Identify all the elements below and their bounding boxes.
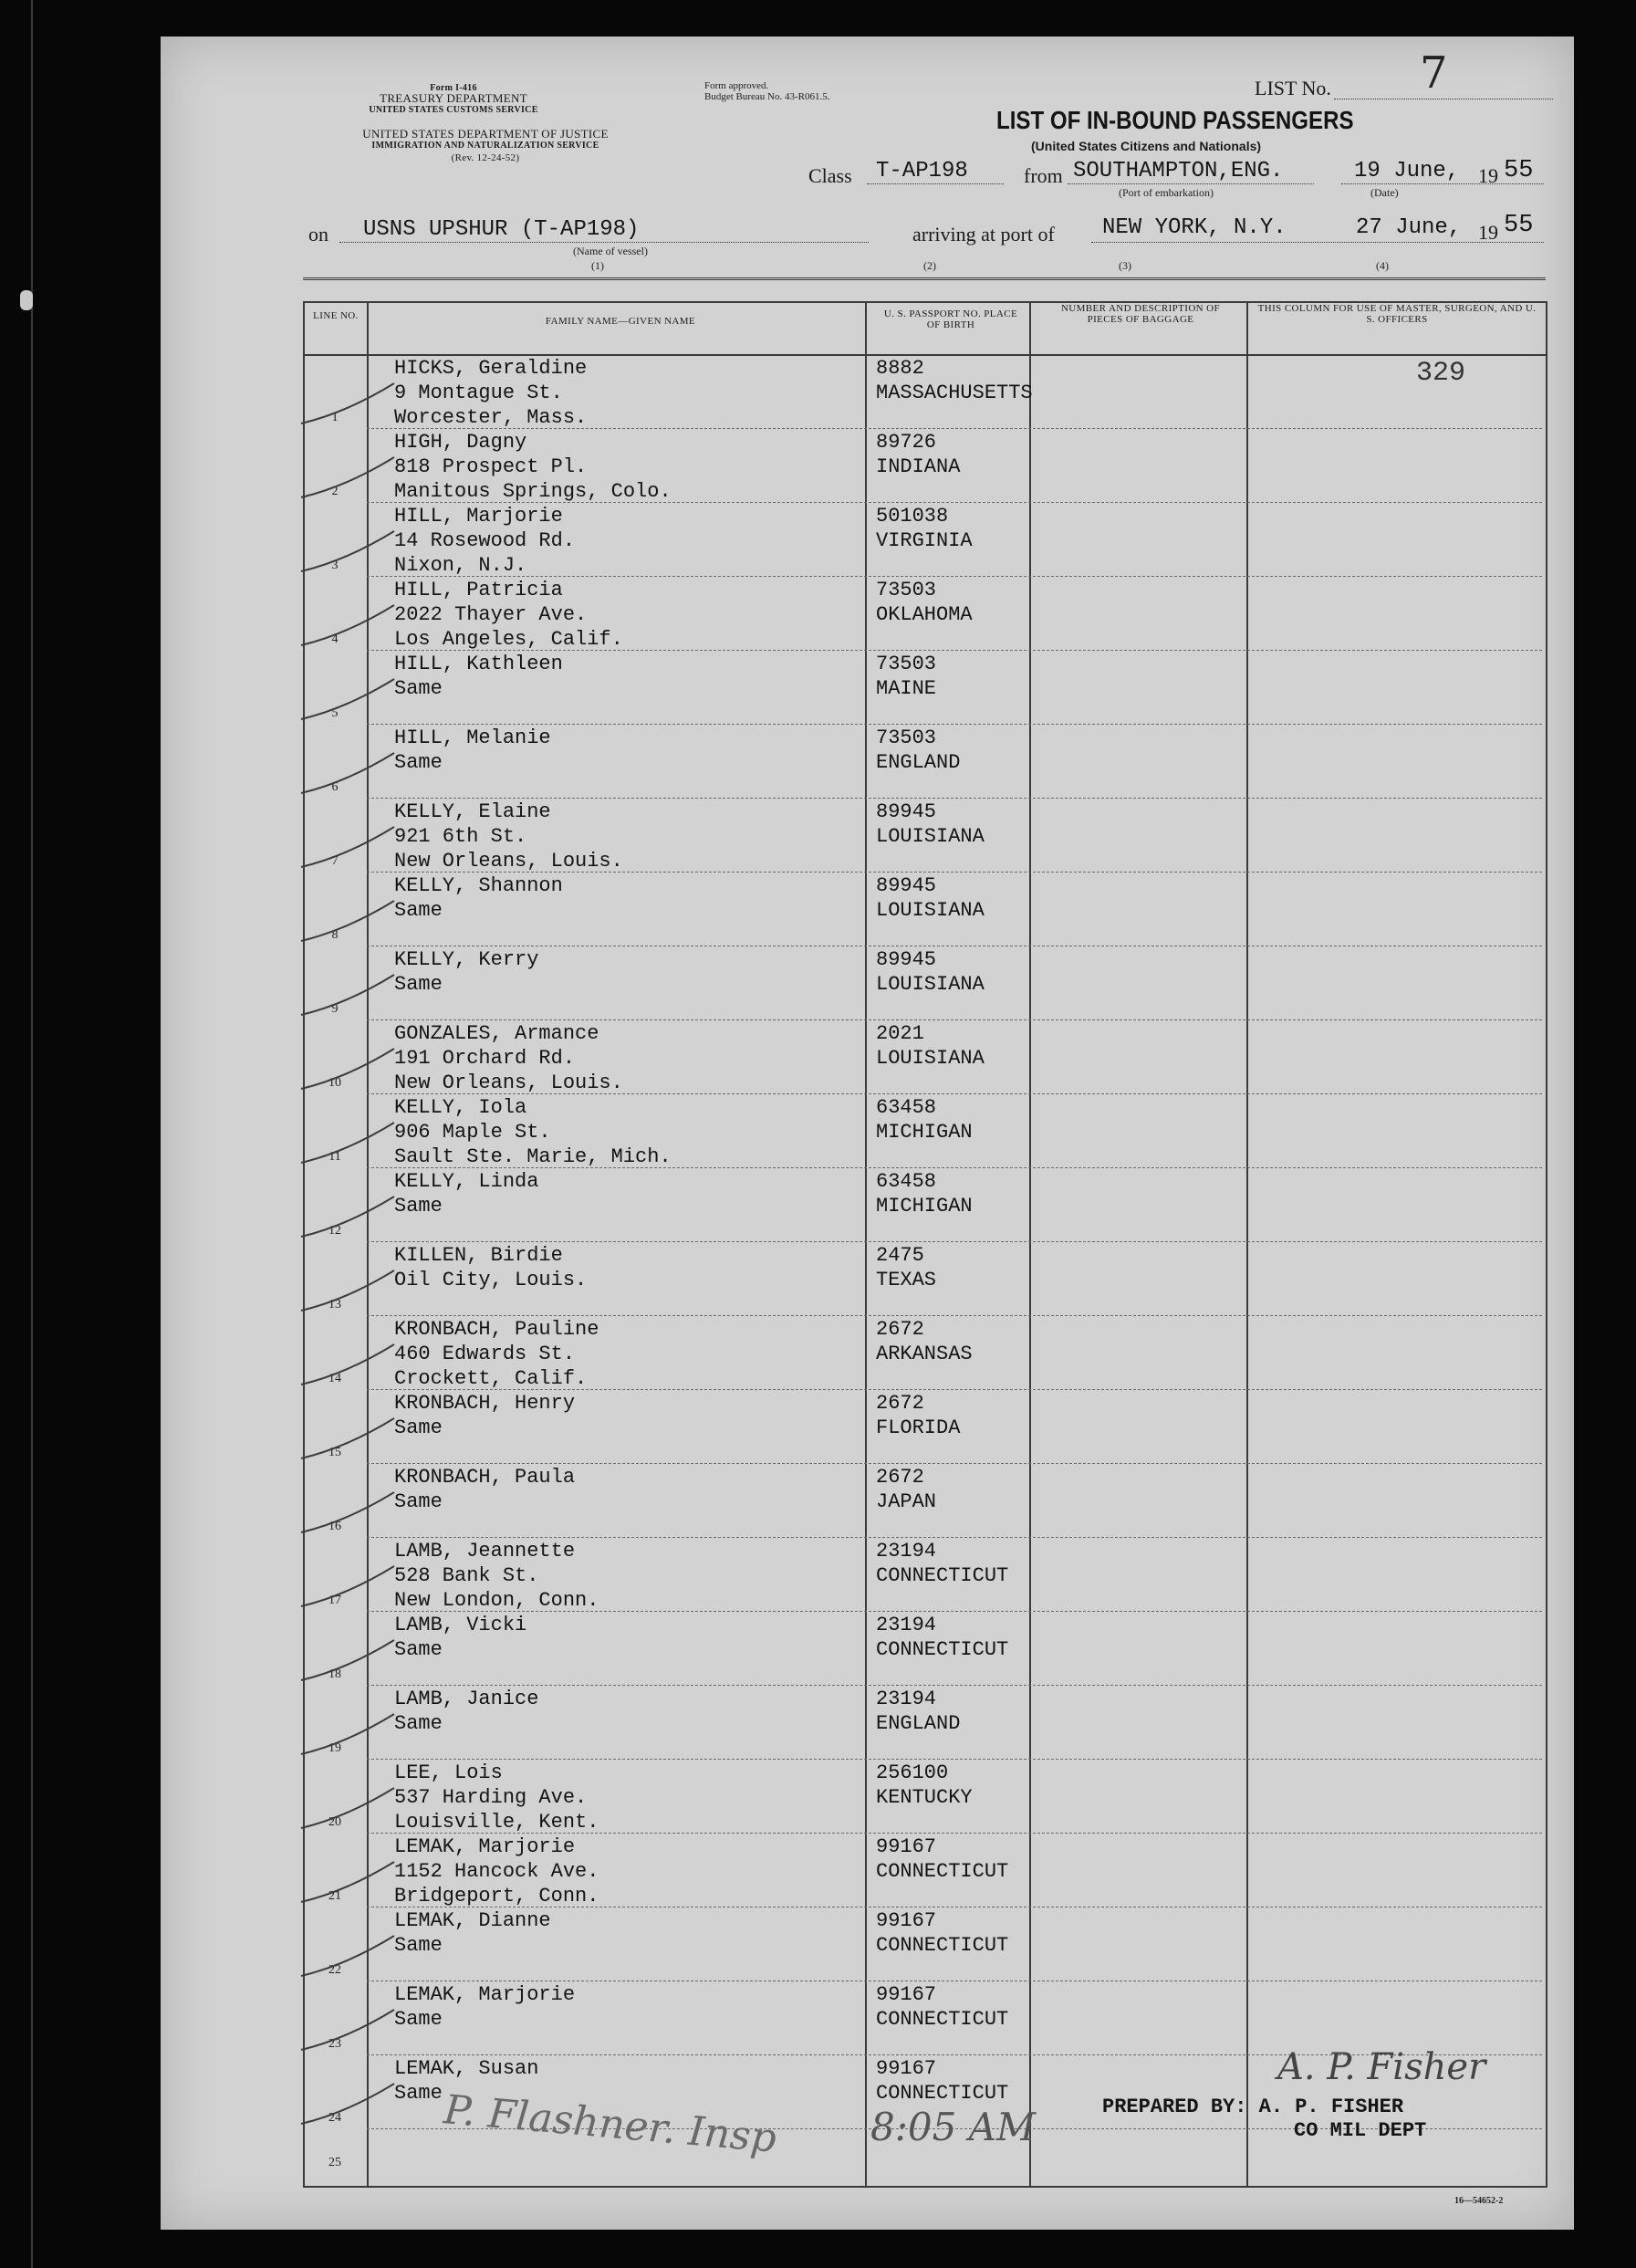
row-divider: [367, 1019, 1542, 1020]
passenger-entry: [394, 1391, 575, 1440]
line-number: 4: [331, 632, 339, 646]
passenger-name: LEMAK, Dianne: [394, 1909, 551, 1932]
place-of-birth: MICHIGAN: [876, 1195, 973, 1218]
passenger-entry: [394, 1169, 538, 1218]
edge-mark: [20, 290, 33, 310]
passenger-name: HIGH, Dagny: [394, 431, 527, 454]
passenger-name: KELLY, Shannon: [394, 874, 563, 897]
table-row: [303, 652, 1544, 726]
column-number-1: (1): [591, 259, 604, 272]
place-of-birth: ENGLAND: [876, 1712, 961, 1735]
passport-entry: [876, 1465, 936, 1514]
passport-entry: [876, 430, 960, 479]
table-row: [303, 1539, 1544, 1613]
row-divider: [367, 1389, 1542, 1390]
vessel-underline: [339, 242, 869, 243]
passenger-entry: [394, 430, 672, 504]
passport-number: 63458: [876, 1096, 937, 1119]
passenger-name: LEMAK, Marjorie: [394, 1983, 576, 2006]
passport-entry: [876, 1761, 973, 1810]
line-number: 21: [328, 1889, 341, 1903]
passport-number: 99167: [876, 1983, 937, 2006]
line-number: 15: [328, 1446, 341, 1459]
line-number-25: 25: [328, 2156, 341, 2169]
passenger-entry: [394, 578, 623, 652]
passenger-name: LEMAK, Marjorie: [394, 1835, 576, 1858]
passenger-name: LAMB, Jeannette: [394, 1540, 576, 1563]
passenger-address-2: Nixon, N.J.: [394, 554, 527, 577]
column-number-3: (3): [1119, 259, 1131, 272]
passenger-address-1: 2022 Thayer Ave.: [394, 603, 588, 626]
arriving-label: arriving at port of: [912, 223, 1055, 246]
row-divider: [367, 798, 1542, 799]
passport-number: 89945: [876, 800, 937, 823]
row-divider: [367, 1611, 1542, 1612]
date-caption: (Date): [1370, 186, 1399, 199]
place-of-birth: MICHIGAN: [876, 1121, 973, 1144]
passport-entry: [876, 652, 936, 701]
passenger-entry: [394, 800, 623, 873]
arrival-underline: [1091, 242, 1544, 243]
passenger-name: KRONBACH, Pauline: [394, 1318, 599, 1341]
passenger-address-1: Same: [394, 1195, 443, 1218]
line-number: 2: [331, 485, 339, 498]
top-rule: [303, 277, 1546, 280]
port-of-embarkation: SOUTHAMPTON,ENG.: [1073, 159, 1284, 183]
passport-entry: [876, 1613, 1008, 1662]
passenger-address-1: 9 Montague St.: [394, 381, 563, 404]
passport-entry: [876, 1021, 985, 1071]
passenger-name: KRONBACH, Paula: [394, 1466, 576, 1489]
arrival-port: NEW YORK, N.Y.: [1102, 215, 1287, 240]
footer-code: 16—54652-2: [1454, 2196, 1504, 2206]
line-number: 14: [328, 1372, 341, 1385]
table-row: [303, 356, 1544, 430]
passenger-address-1: Same: [394, 899, 443, 922]
place-of-birth: TEXAS: [876, 1269, 937, 1291]
passenger-name: HILL, Melanie: [394, 726, 551, 749]
passport-number: 2672: [876, 1318, 924, 1341]
passenger-entry: [394, 1687, 538, 1736]
col-header-name: FAMILY NAME—GIVEN NAME: [545, 316, 696, 327]
inspector-signature: P. Flashner. Insp: [442, 2086, 778, 2162]
passenger-entry: [394, 356, 587, 430]
passenger-address-2: Worcester, Mass.: [394, 406, 588, 429]
passport-entry: [876, 800, 985, 849]
table-row: [303, 1391, 1544, 1465]
port-underline: [1068, 183, 1314, 184]
budget-bureau: Budget Bureau No. 43-R061.5.: [704, 91, 830, 102]
place-of-birth: LOUISIANA: [876, 899, 985, 922]
passenger-address-2: Bridgeport, Conn.: [394, 1885, 599, 1907]
prepared-dept: CO MIL DEPT: [1294, 2119, 1427, 2142]
passport-entry: [876, 356, 1033, 405]
passenger-entry: [394, 652, 563, 701]
passport-number: 99167: [876, 1909, 937, 1932]
passenger-entry: [394, 1834, 599, 1908]
col-header-officers: THIS COLUMN FOR USE OF MASTER, SURGEON, AND U. S. OFFICERS: [1257, 303, 1537, 325]
table-row: [303, 1465, 1544, 1539]
on-label: on: [308, 223, 328, 246]
line-number: 11: [328, 1150, 341, 1164]
table-row: [303, 578, 1544, 652]
passenger-address-1: Same: [394, 1416, 443, 1439]
line-number: 9: [331, 1002, 339, 1016]
passenger-entry: [394, 1613, 526, 1662]
passenger-name: KRONBACH, Henry: [394, 1392, 576, 1415]
passport-entry: [876, 504, 973, 553]
passenger-entry: [394, 1761, 599, 1834]
table-row: [303, 1687, 1544, 1761]
passport-number: 89726: [876, 431, 937, 454]
passenger-address-1: Same: [394, 973, 443, 996]
passenger-entry: [394, 1908, 551, 1958]
row-divider: [367, 1093, 1542, 1094]
passenger-address-1: 14 Rosewood Rd.: [394, 529, 576, 552]
arrival-year: 55: [1504, 212, 1534, 239]
prepared-by: PREPARED BY: A. P. FISHER: [1102, 2096, 1404, 2118]
passenger-entry: [394, 1317, 599, 1391]
passport-number: 2021: [876, 1022, 924, 1045]
passport-number: 501038: [876, 505, 949, 528]
table-row: [303, 800, 1544, 873]
passenger-entry: [394, 873, 563, 923]
document-subtitle: (United States Citizens and Nationals): [1031, 139, 1262, 153]
place-of-birth: CONNECTICUT: [876, 1564, 1009, 1587]
fisher-signature: A. P. Fisher: [1277, 2046, 1486, 2088]
class-label: Class: [808, 164, 852, 187]
passenger-entry: [394, 1982, 575, 2032]
passport-number: 23194: [876, 1540, 937, 1563]
departure-year: 55: [1504, 157, 1534, 184]
line-number: 1: [331, 411, 339, 424]
passenger-entry: [394, 1021, 623, 1095]
line-number: 5: [331, 706, 339, 720]
officer-note: 329: [1416, 358, 1466, 389]
row-divider: [367, 1167, 1542, 1168]
passenger-address-2: Los Angeles, Calif.: [394, 628, 623, 651]
line-number: 20: [328, 1815, 341, 1829]
passenger-name: KELLY, Linda: [394, 1170, 539, 1193]
passenger-address-1: 537 Harding Ave.: [394, 1786, 588, 1809]
passenger-name: KILLEN, Birdie: [394, 1244, 563, 1267]
passenger-address-2: Manitous Springs, Colo.: [394, 480, 672, 503]
line-number: 12: [328, 1224, 341, 1238]
line-number: 13: [328, 1298, 341, 1312]
table-row: [303, 1095, 1544, 1169]
table-row: [303, 504, 1544, 578]
form-number: Form I-416: [430, 83, 477, 93]
handwritten-time: 8:05 AM: [870, 2105, 1037, 2149]
departure-date: 19 June,: [1354, 159, 1460, 183]
place-of-birth: CONNECTICUT: [876, 2008, 1009, 2031]
passport-number: 99167: [876, 2057, 937, 2080]
passport-number: 2672: [876, 1392, 924, 1415]
passport-entry: [876, 1982, 1008, 2032]
passport-entry: [876, 578, 973, 627]
row-divider: [367, 502, 1542, 503]
col-header-line-no: LINE NO.: [313, 310, 359, 321]
line-number: 22: [328, 1963, 341, 1977]
place-of-birth: LOUISIANA: [876, 825, 985, 848]
passenger-name: GONZALES, Armance: [394, 1022, 599, 1045]
passenger-address-2: Sault Ste. Marie, Mich.: [394, 1145, 672, 1168]
passenger-entry: [394, 504, 575, 578]
place-of-birth: CONNECTICUT: [876, 1934, 1009, 1957]
passenger-name: KELLY, Kerry: [394, 948, 539, 971]
port-caption: (Port of embarkation): [1119, 186, 1214, 199]
class-underline: [867, 183, 1004, 184]
table-row: [303, 1169, 1544, 1243]
passport-number: 73503: [876, 726, 937, 749]
row-divider: [367, 1759, 1542, 1760]
date-underline: [1341, 183, 1544, 184]
table-row: [303, 947, 1544, 1021]
passport-entry: [876, 1095, 973, 1144]
passenger-entry: [394, 1243, 587, 1292]
passport-entry: [876, 1539, 1008, 1588]
place-of-birth: MAINE: [876, 677, 937, 700]
passenger-address-2: New Orleans, Louis.: [394, 1071, 623, 1094]
passenger-address-1: Same: [394, 1490, 443, 1513]
passenger-address-1: Same: [394, 1638, 443, 1661]
table-row: [303, 1317, 1544, 1391]
table-row: [303, 1982, 1544, 2056]
passport-number: 256100: [876, 1761, 949, 1784]
line-number: 16: [328, 1520, 341, 1533]
line-number: 18: [328, 1667, 341, 1681]
place-of-birth: VIRGINIA: [876, 529, 973, 552]
line-number: 7: [331, 854, 339, 868]
line-number: 3: [331, 559, 339, 572]
column-number-4: (4): [1376, 259, 1389, 272]
place-of-birth: FLORIDA: [876, 1416, 961, 1439]
passenger-address-2: Crockett, Calif.: [394, 1367, 588, 1390]
treasury-dept: TREASURY DEPARTMENT: [380, 91, 527, 105]
place-of-birth: KENTUCKY: [876, 1786, 973, 1809]
passenger-address-1: Same: [394, 2082, 443, 2105]
passenger-entry: [394, 726, 551, 775]
passenger-name: HILL, Patricia: [394, 579, 563, 601]
row-divider: [367, 1537, 1542, 1538]
passport-number: 2475: [876, 1244, 924, 1267]
table-row: [303, 873, 1544, 947]
passport-entry: [876, 726, 960, 775]
passenger-address-1: 921 6th St.: [394, 825, 527, 848]
row-divider: [367, 428, 1542, 429]
place-of-birth: JAPAN: [876, 1490, 937, 1513]
passport-entry: [876, 1687, 960, 1736]
vessel-name: USNS UPSHUR (T-AP198): [363, 217, 640, 242]
departure-century: 19: [1478, 164, 1498, 187]
table-row: [303, 1243, 1544, 1317]
from-label: from: [1024, 164, 1063, 187]
passport-number: 73503: [876, 653, 937, 675]
place-of-birth: CONNECTICUT: [876, 1638, 1009, 1661]
line-number: 17: [328, 1594, 341, 1607]
ins-service: IMMIGRATION AND NATURALIZATION SERVICE: [371, 141, 599, 151]
place-of-birth: ENGLAND: [876, 751, 961, 774]
line-number: 6: [331, 780, 339, 794]
table-row: [303, 1834, 1544, 1908]
place-of-birth: CONNECTICUT: [876, 1860, 1009, 1883]
passport-number: 2672: [876, 1466, 924, 1489]
form-approved: Form approved.: [704, 80, 769, 91]
passport-number: 23194: [876, 1688, 937, 1710]
passport-entry: [876, 947, 985, 997]
table-row: [303, 726, 1544, 800]
passport-entry: [876, 1243, 936, 1292]
passenger-entry: [394, 1465, 575, 1514]
place-of-birth: CONNECTICUT: [876, 2082, 1009, 2105]
passenger-name: LAMB, Janice: [394, 1688, 539, 1710]
passenger-address-1: Same: [394, 1712, 443, 1735]
passenger-address-1: 906 Maple St.: [394, 1121, 551, 1144]
passenger-address-2: New Orleans, Louis.: [394, 850, 623, 873]
passport-number: 73503: [876, 579, 937, 601]
passport-entry: [876, 1169, 973, 1218]
row-divider: [367, 1463, 1542, 1464]
passport-entry: [876, 1391, 960, 1440]
row-divider: [367, 872, 1542, 873]
passenger-address-2: New London, Conn.: [394, 1589, 599, 1612]
place-of-birth: INDIANA: [876, 455, 961, 478]
passenger-entry: [394, 947, 538, 997]
col-header-baggage: NUMBER AND DESCRIPTION OF PIECES OF BAGGAGE: [1060, 303, 1221, 325]
passport-number: 99167: [876, 1835, 937, 1858]
place-of-birth: LOUISIANA: [876, 973, 985, 996]
place-of-birth: ARKANSAS: [876, 1343, 973, 1365]
col-header-passport: U. S. PASSPORT NO. PLACE OF BIRTH: [883, 308, 1018, 330]
line-number: 10: [328, 1076, 341, 1090]
table-row: [303, 1908, 1544, 1982]
class-value: T-AP198: [876, 159, 968, 183]
passport-number: 89945: [876, 874, 937, 897]
line-number: 19: [328, 1741, 341, 1755]
passenger-name: LEMAK, Susan: [394, 2057, 539, 2080]
arrival-date: 27 June,: [1356, 215, 1462, 240]
passport-entry: [876, 1317, 973, 1366]
passenger-address-1: Same: [394, 2008, 443, 2031]
row-divider: [367, 1241, 1542, 1242]
table-row: [303, 1021, 1544, 1095]
passenger-address-1: 1152 Hancock Ave.: [394, 1860, 599, 1883]
passenger-address-1: Same: [394, 677, 443, 700]
row-divider: [367, 1315, 1542, 1316]
passenger-address-1: Same: [394, 751, 443, 774]
list-no-label: LIST No.: [1255, 77, 1331, 99]
row-divider: [367, 724, 1542, 725]
passenger-name: LAMB, Vicki: [394, 1614, 527, 1636]
passenger-name: HILL, Marjorie: [394, 505, 563, 528]
line-number: 24: [328, 2111, 341, 2125]
passport-entry: [876, 1834, 1008, 1884]
passport-entry: [876, 1908, 1008, 1958]
table-row: [303, 430, 1544, 504]
passenger-address-2: Louisville, Kent.: [394, 1811, 599, 1834]
line-number: 23: [328, 2037, 341, 2051]
list-no-value: 7: [1420, 47, 1448, 99]
passenger-address-1: 818 Prospect Pl.: [394, 455, 588, 478]
place-of-birth: OKLAHOMA: [876, 603, 973, 626]
passenger-name: KELLY, Iola: [394, 1096, 527, 1119]
passenger-entry: [394, 1539, 599, 1613]
passport-number: 89945: [876, 948, 937, 971]
row-divider: [367, 1833, 1542, 1834]
passenger-address-1: Same: [394, 1934, 443, 1957]
passenger-address-1: 191 Orchard Rd.: [394, 1047, 576, 1070]
place-of-birth: LOUISIANA: [876, 1047, 985, 1070]
row-divider: [367, 576, 1542, 577]
binding-edge: [31, 0, 33, 2268]
vessel-caption: (Name of vessel): [573, 245, 648, 257]
passport-number: 63458: [876, 1170, 937, 1193]
passport-number: 8882: [876, 357, 924, 380]
customs-service: UNITED STATES CUSTOMS SERVICE: [369, 105, 538, 115]
passenger-name: HILL, Kathleen: [394, 653, 563, 675]
passenger-address-1: 460 Edwards St.: [394, 1343, 576, 1365]
row-divider: [367, 650, 1542, 651]
passenger-address-1: 528 Bank St.: [394, 1564, 539, 1587]
table-row: [303, 1613, 1544, 1687]
passenger-name: KELLY, Elaine: [394, 800, 551, 823]
passport-number: 23194: [876, 1614, 937, 1636]
table-row: [303, 1761, 1544, 1834]
passport-entry: [876, 873, 985, 923]
place-of-birth: MASSACHUSETTS: [876, 381, 1033, 404]
column-number-2: (2): [923, 259, 936, 272]
passenger-entry: [394, 1095, 672, 1169]
passenger-name: LEE, Lois: [394, 1761, 503, 1784]
passport-entry: [876, 2056, 1008, 2106]
revision: (Rev. 12-24-52): [451, 152, 520, 163]
line-number: 8: [331, 928, 339, 942]
justice-dept: UNITED STATES DEPARTMENT OF JUSTICE: [362, 127, 609, 141]
row-divider: [367, 1685, 1542, 1686]
document-title: LIST OF IN-BOUND PASSENGERS: [996, 106, 1354, 134]
passenger-name: HICKS, Geraldine: [394, 357, 588, 380]
arrival-century: 19: [1478, 221, 1498, 244]
passenger-address-1: Oil City, Louis.: [394, 1269, 588, 1291]
